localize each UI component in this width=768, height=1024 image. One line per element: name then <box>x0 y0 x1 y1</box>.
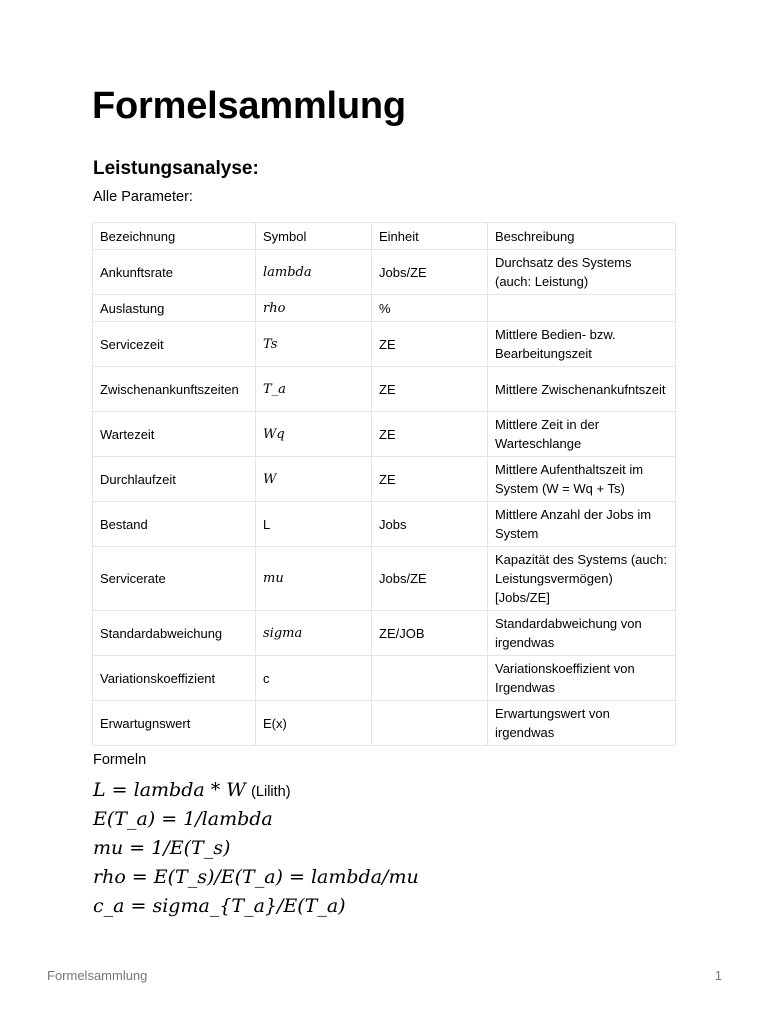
table-header-row <box>93 223 676 250</box>
formula-expected-interarrival <box>93 805 419 834</box>
cell-symbol: E(x) <box>256 701 372 746</box>
cell-description: Durchsatz des Systems (auch: Leistung) <box>488 250 676 295</box>
page-number: 1 <box>714 968 722 983</box>
formula-list <box>93 776 419 921</box>
table-row <box>93 656 676 701</box>
cell-description: Standardabweichung von irgendwas <box>488 611 676 656</box>
cell-name: Auslastung <box>93 295 256 322</box>
cell-description <box>488 295 676 322</box>
cell-name: Erwartugnswert <box>93 701 256 746</box>
section-title: Leistungsanalyse: <box>93 158 259 179</box>
cell-unit: ZE <box>372 322 488 367</box>
cell-unit <box>372 656 488 701</box>
cell-unit: ZE <box>372 457 488 502</box>
formula-math: mu = 1/E(T_s) <box>93 837 231 859</box>
header-beschreibung: Beschreibung <box>488 223 676 250</box>
parameter-table <box>92 222 676 746</box>
formula-math: c_a = sigma_{T_a}/E(T_a) <box>93 895 346 917</box>
header-symbol: Symbol <box>256 223 372 250</box>
formula-utilization <box>93 863 419 892</box>
cell-unit: % <box>372 295 488 322</box>
header-bezeichnung: Bezeichnung <box>93 223 256 250</box>
formula-math: L = lambda * W <box>93 779 246 801</box>
table-row <box>93 547 676 611</box>
cell-unit: Jobs <box>372 502 488 547</box>
cell-symbol: rho <box>256 295 372 322</box>
cell-name: Ankunftsrate <box>93 250 256 295</box>
cell-unit: ZE <box>372 412 488 457</box>
table-row <box>93 250 676 295</box>
table-row <box>93 502 676 547</box>
cell-unit: ZE <box>372 367 488 412</box>
cell-description: Mittlere Anzahl der Jobs im System <box>488 502 676 547</box>
table-row <box>93 322 676 367</box>
cell-name: Standardabweichung <box>93 611 256 656</box>
cell-name: Servicezeit <box>93 322 256 367</box>
cell-name: Zwischenankunftszeiten <box>93 367 256 412</box>
cell-symbol: sigma <box>256 611 372 656</box>
cell-name: Wartezeit <box>93 412 256 457</box>
table-row <box>93 611 676 656</box>
formula-variation-coefficient <box>93 892 419 921</box>
cell-symbol: mu <box>256 547 372 611</box>
cell-description: Mittlere Zwischenankufntszeit <box>488 367 676 412</box>
cell-unit: Jobs/ZE <box>372 547 488 611</box>
cell-description: Erwartungswert von irgendwas <box>488 701 676 746</box>
cell-name: Variationskoeffizient <box>93 656 256 701</box>
formula-littles-law <box>93 776 419 805</box>
page-title: Formelsammlung <box>92 85 406 127</box>
table-row <box>93 457 676 502</box>
header-einheit: Einheit <box>372 223 488 250</box>
intro-text: Alle Parameter: <box>93 189 193 205</box>
cell-description: Mittlere Bedien- bzw. Bearbeitungszeit <box>488 322 676 367</box>
cell-unit: ZE/JOB <box>372 611 488 656</box>
footer-title: Formelsammlung <box>47 968 148 983</box>
cell-symbol: lambda <box>256 250 372 295</box>
table-row <box>93 295 676 322</box>
cell-symbol: L <box>256 502 372 547</box>
cell-symbol: c <box>256 656 372 701</box>
formula-math: E(T_a) = 1/lambda <box>93 808 273 830</box>
formula-note: (Lilith) <box>251 784 291 800</box>
cell-unit: Jobs/ZE <box>372 250 488 295</box>
cell-name: Bestand <box>93 502 256 547</box>
cell-symbol: W <box>256 457 372 502</box>
cell-description: Kapazität des Systems (auch: Leistungsvermögen) [Jobs/ZE] <box>488 547 676 611</box>
formula-math: rho = E(T_s)/E(T_a) = lambda/mu <box>93 866 419 888</box>
cell-description: Mittlere Zeit in der Warteschlange <box>488 412 676 457</box>
cell-description: Variationskoeffizient von Irgendwas <box>488 656 676 701</box>
formula-service-rate <box>93 834 419 863</box>
cell-symbol: Wq <box>256 412 372 457</box>
cell-name: Durchlaufzeit <box>93 457 256 502</box>
cell-name: Servicerate <box>93 547 256 611</box>
cell-unit <box>372 701 488 746</box>
table-row <box>93 367 676 412</box>
table-row <box>93 701 676 746</box>
cell-description: Mittlere Aufenthaltszeit im System (W = Wq + Ts) <box>488 457 676 502</box>
table-row <box>93 412 676 457</box>
formulas-label: Formeln <box>93 752 147 768</box>
cell-symbol: T_a <box>256 367 372 412</box>
cell-symbol: Ts <box>256 322 372 367</box>
